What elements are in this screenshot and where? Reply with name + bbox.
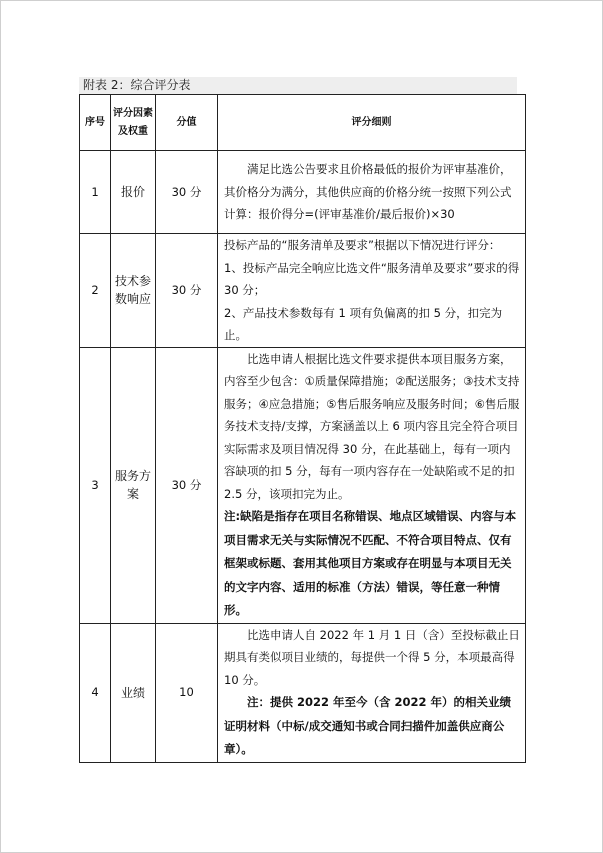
- header-factor: 评分因素及权重: [111, 95, 156, 151]
- detail-paragraph: 投标产品的“服务清单及要求”根据以下情况进行评分：: [224, 238, 501, 252]
- table-row: [80, 151, 526, 234]
- table-caption: 附表 2：综合评分表: [79, 77, 517, 94]
- table-row: [80, 347, 526, 623]
- row-detail: [218, 347, 526, 623]
- scoring-table: [79, 94, 526, 763]
- row-detail: [218, 151, 526, 234]
- table-header-row: [80, 95, 526, 151]
- detail-note: 注:缺陷是指存在项目名称错误、地点区域错误、内容与本项目需求无关与实际情况不匹配、不符合项目特点、仅有框架或标题、套用其他项目方案或存在明显与本项目无关的文字内容、适用的标准（方法）错误，等任意一种情形。: [224, 509, 517, 617]
- header-detail: 评分细则: [218, 95, 526, 151]
- detail-paragraph: 比选申请人自 2022 年 1 月 1 日（含）至投标截止日期具有类似项目业绩的，每提供一个得 5 分，本项最高得 10 分。: [224, 627, 520, 687]
- detail-paragraph: 1、投标产品完全响应比选文件“服务清单及要求”要求的得 30 分；: [224, 260, 520, 297]
- row-factor: 服务方案: [111, 347, 156, 623]
- header-index: 序号: [80, 95, 111, 151]
- row-factor: 技术参数响应: [111, 234, 156, 348]
- detail-note: 注：提供 2022 年至今（含 2022 年）的相关业绩证明材料（中标/成交通知书或合同扫描件加盖供应商公章）。: [224, 695, 512, 756]
- row-detail: [218, 234, 526, 348]
- table-row: [80, 623, 526, 762]
- row-score: 30 分: [156, 347, 218, 623]
- detail-paragraph: 2、产品技术参数每有 1 项有负偏离的扣 5 分，扣完为止。: [224, 305, 503, 342]
- header-score: 分值: [156, 95, 218, 151]
- row-factor: 报价: [111, 151, 156, 234]
- row-score: 30 分: [156, 151, 218, 234]
- row-index: 2: [80, 234, 111, 348]
- row-score: 10: [156, 623, 218, 762]
- detail-paragraph: 满足比选公告要求且价格最低的报价为评审基准价，其价格分为满分，其他供应商的价格分统一按照下列公式计算：报价得分=(评审基准价/最后报价)×30: [224, 162, 512, 222]
- table-row: [80, 234, 526, 348]
- row-detail: [218, 623, 526, 762]
- row-score: 30 分: [156, 234, 218, 348]
- row-index: 4: [80, 623, 111, 762]
- detail-paragraph: 比选申请人根据比选文件要求提供本项目服务方案，内容至少包含：①质量保障措施；②配送服务；③技术支持服务；④应急措施；⑤售后服务响应及服务时间；⑥售后服务技术支持/支撑，方案涵盖以上 6 项内容且完全符合项目实际需求及项目情况得 30 分，在此基础上，每有一项内容缺项的扣 5 分，每有一项内容存在一处缺陷或不足的扣 2.5 分，该项扣完为止。: [224, 351, 520, 501]
- row-index: 1: [80, 151, 111, 234]
- row-factor: 业绩: [111, 623, 156, 762]
- row-index: 3: [80, 347, 111, 623]
